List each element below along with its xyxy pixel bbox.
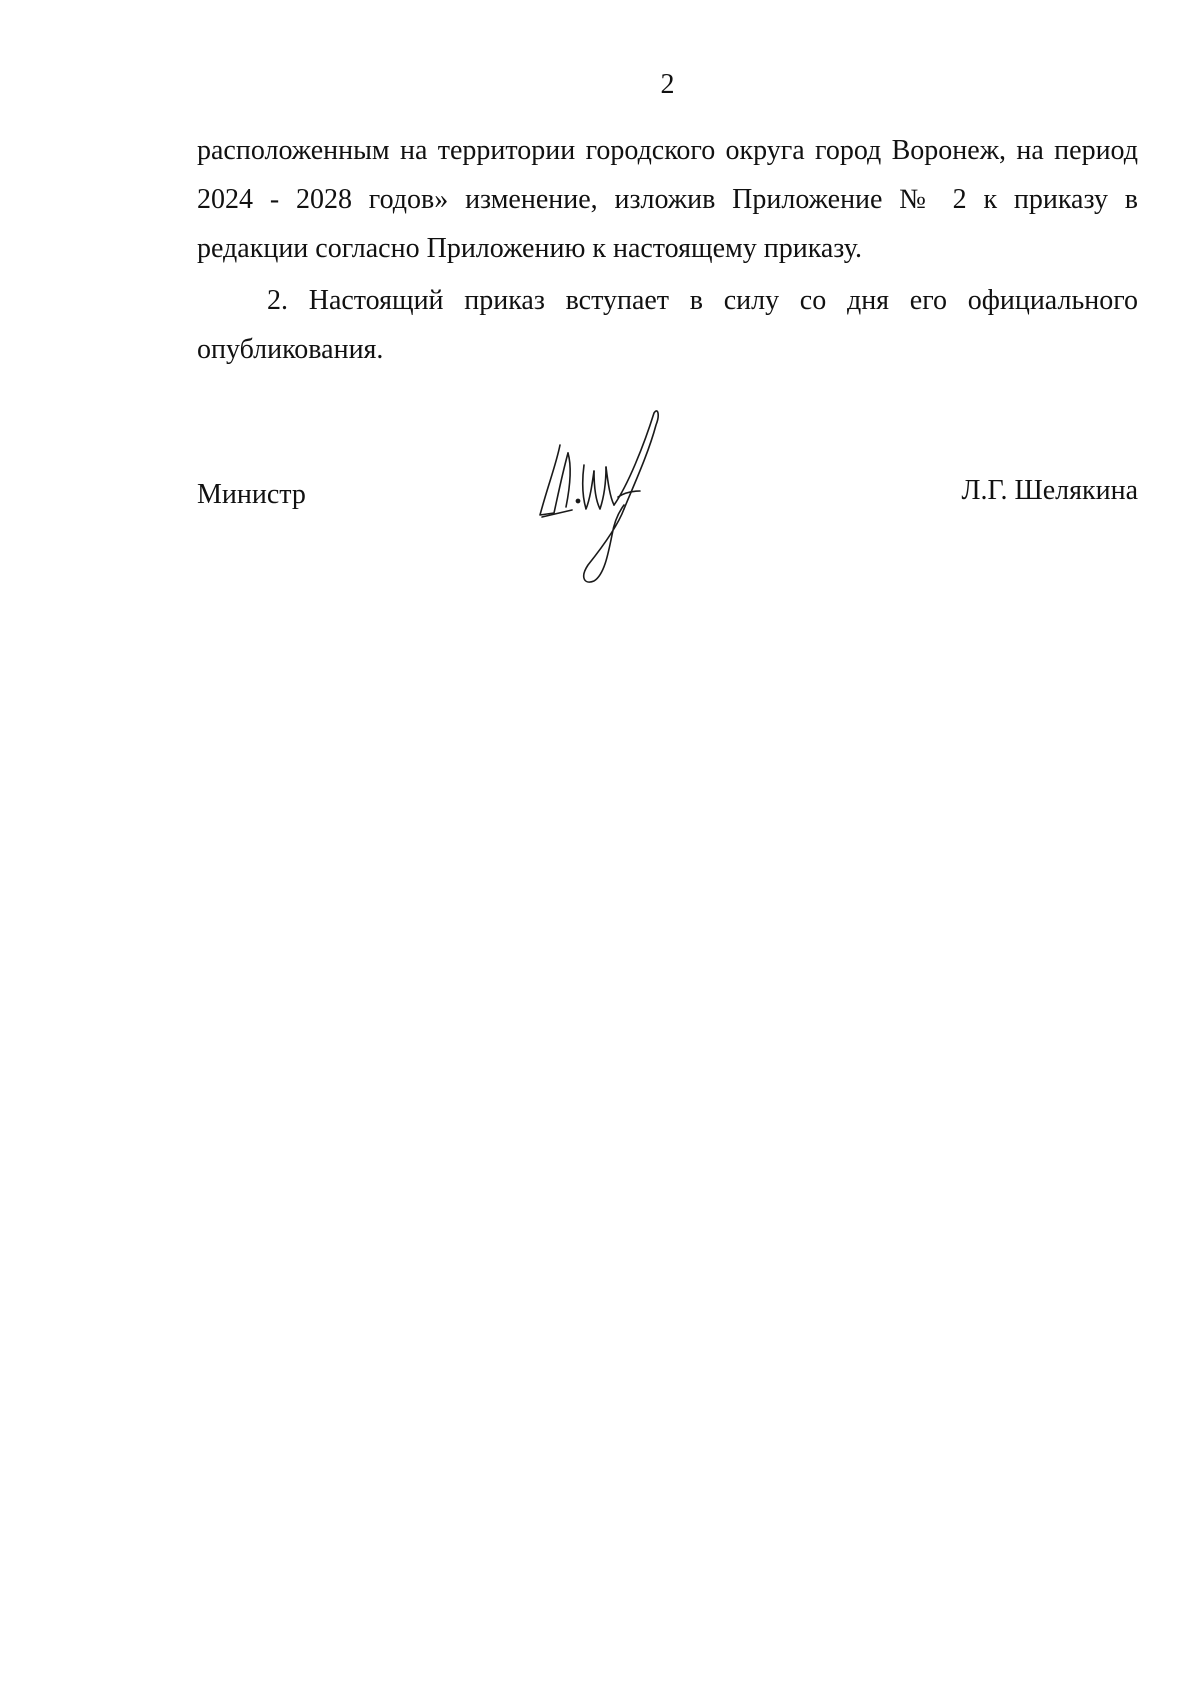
paragraph-item-2: 2. Настоящий приказ вступает в силу со дня его официального опубликования. bbox=[197, 285, 1138, 365]
paragraph-continuation: расположенным на территории городского округа город Воронеж, на период 2024 - 2028 годов» изменение, изложив Приложение № 2 к приказу в редакции согласно Приложению к настоящему приказу. bbox=[197, 135, 1138, 264]
signature-block bbox=[197, 390, 1138, 590]
page-number: 2 bbox=[660, 69, 675, 100]
signer-title: Министр bbox=[197, 479, 306, 510]
handwritten-signature bbox=[532, 405, 692, 585]
signer-name: Л.Г. Шелякина bbox=[961, 475, 1138, 506]
